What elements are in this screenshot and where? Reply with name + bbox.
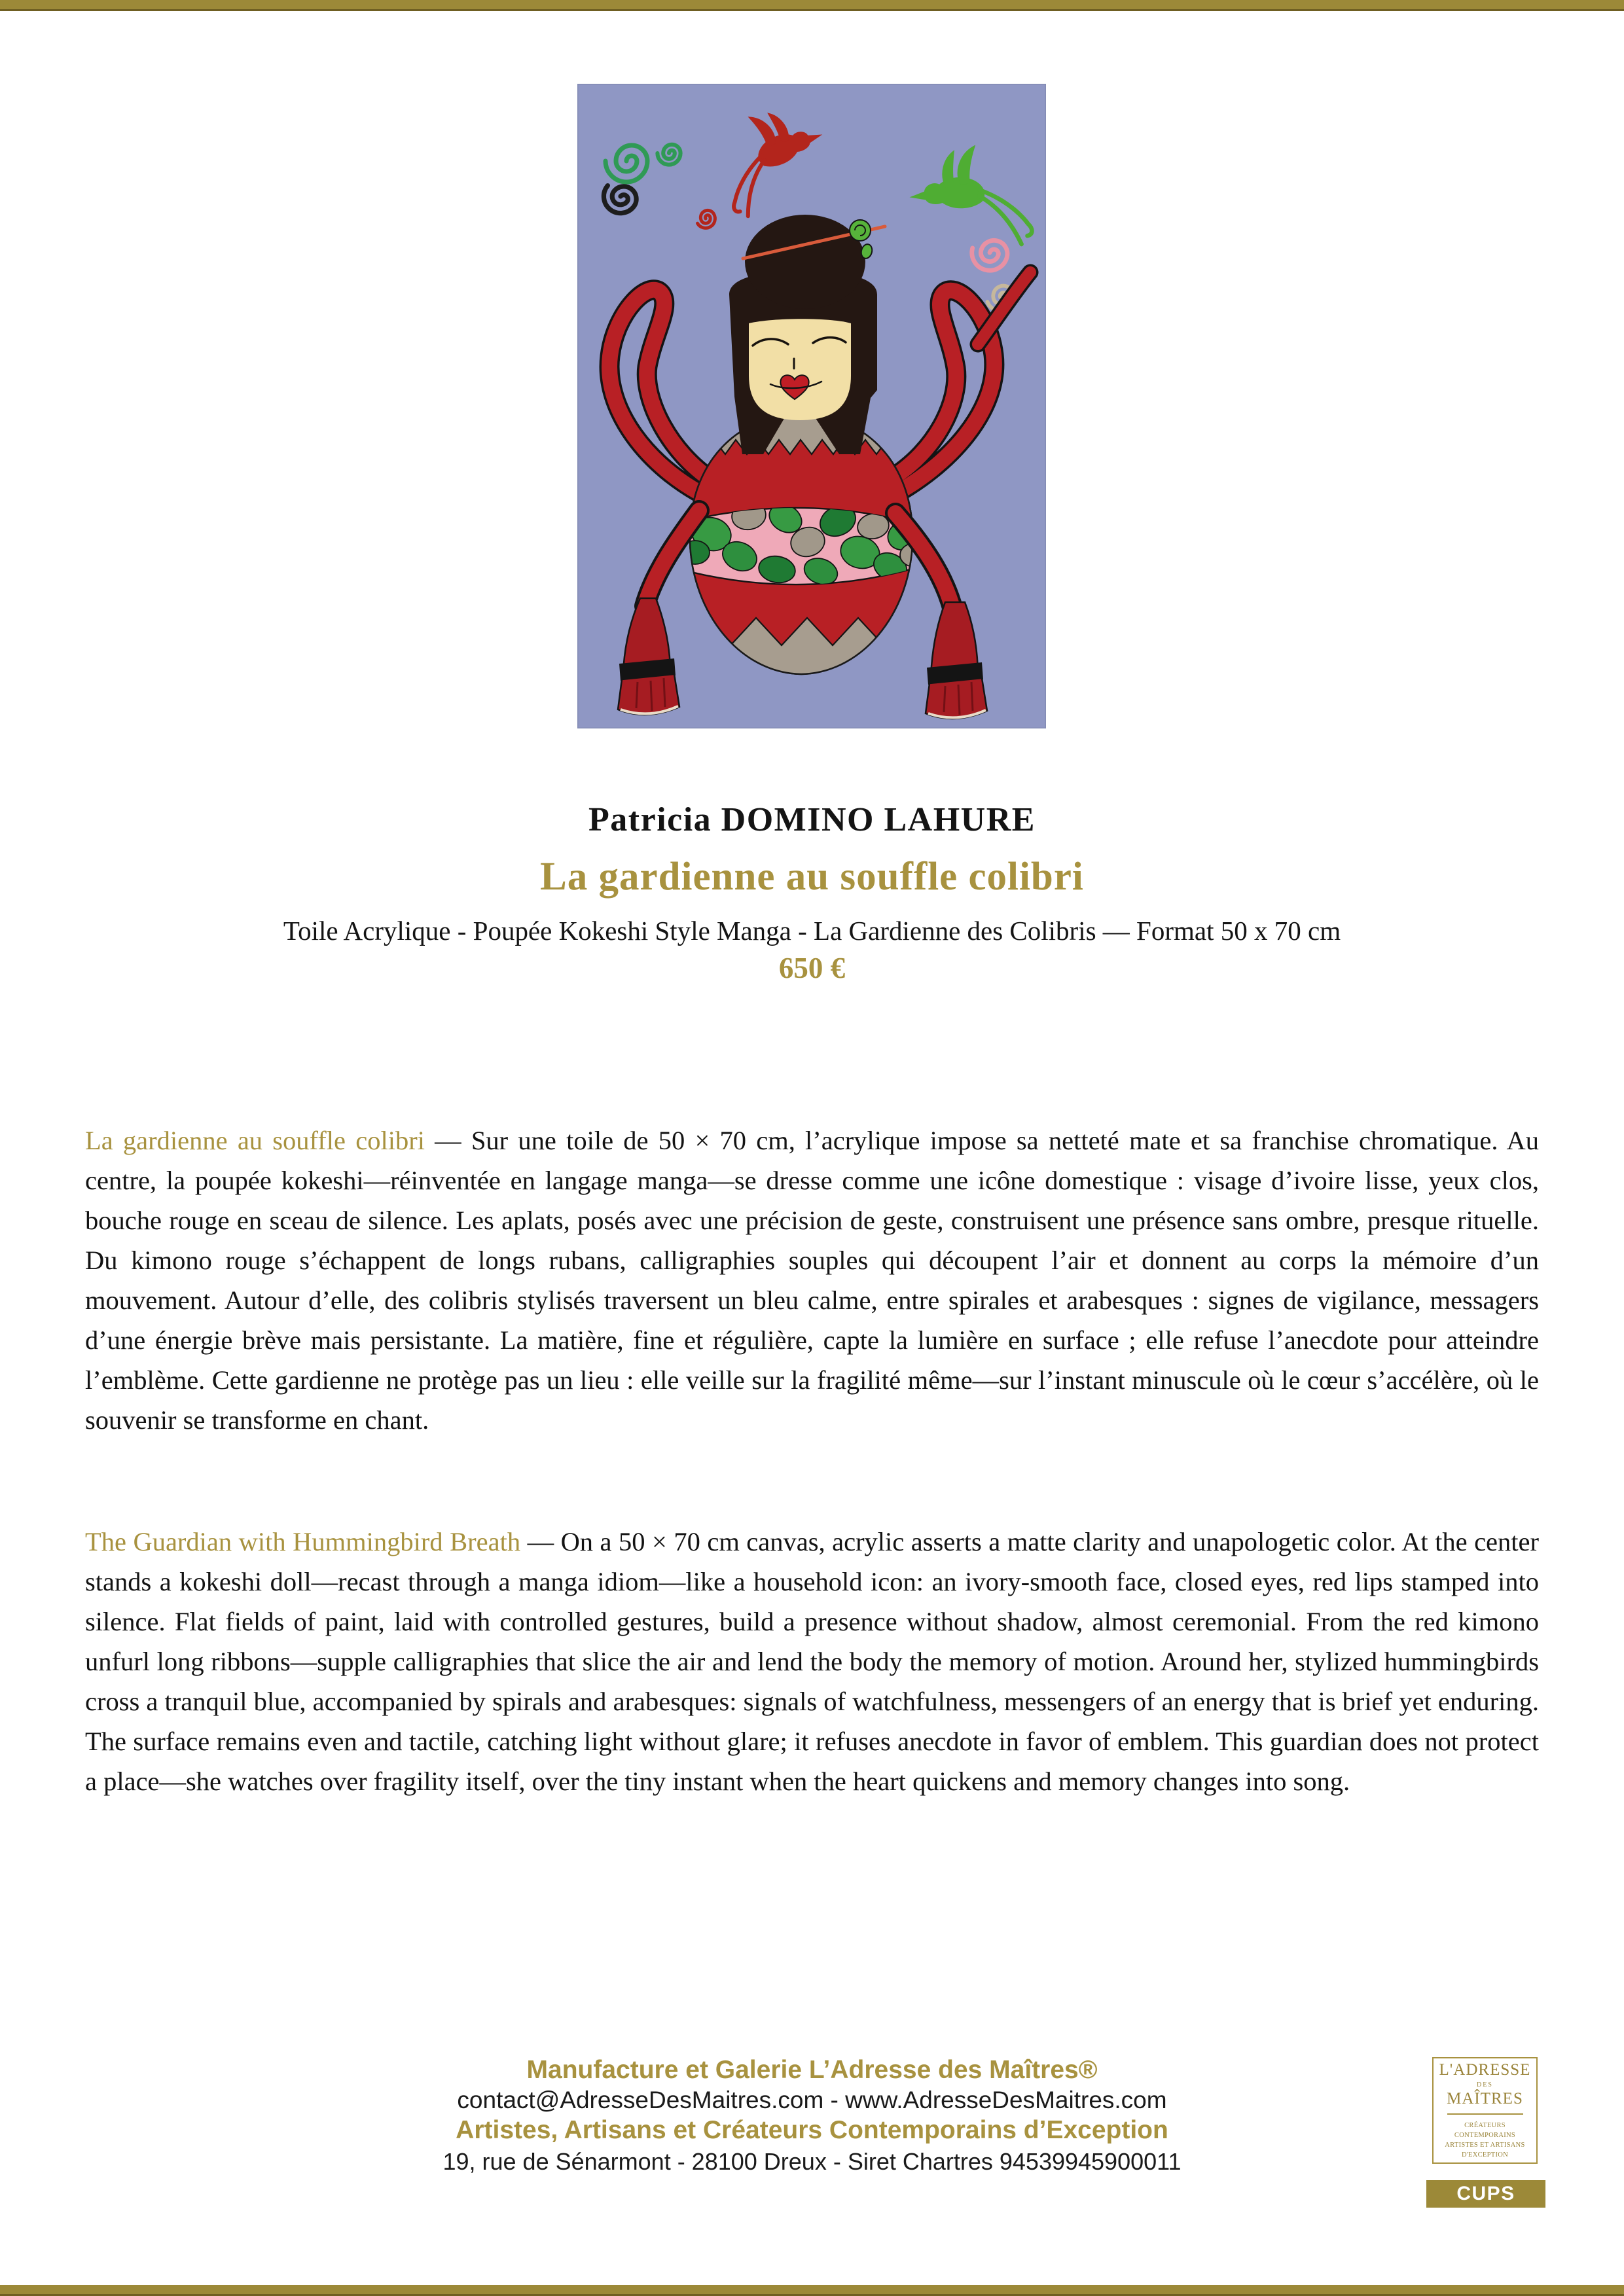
artist-name: Patricia DOMINO LAHURE <box>588 801 1036 838</box>
logo-line-adresse: L'ADRESSE <box>1439 2060 1531 2079</box>
artwork-title: La gardienne au souffle colibri <box>540 855 1084 899</box>
footer-address-siret: 19, rue de Sénarmont - 28100 Dreux - Siret Chartres 94539945900011 <box>442 2148 1182 2175</box>
logo-line-des: DES <box>1477 2081 1493 2089</box>
footer-gallery-name: Manufacture et Galerie L’Adresse des Maîtres® <box>526 2056 1098 2084</box>
gallery-logo <box>1432 2057 1538 2164</box>
top-gold-bar <box>0 0 1624 11</box>
kokeshi-painting-svg <box>577 84 1046 728</box>
footer-contact-line: contact@AdresseDesMaitres.com - www.AdresseDesMaitres.com <box>457 2087 1167 2113</box>
description-french-lead: La gardienne au souffle colibri <box>85 1126 425 1155</box>
logo-line-maitres: MAÎTRES <box>1447 2089 1523 2108</box>
description-english-lead: The Guardian with Hummingbird Breath <box>85 1527 521 1556</box>
logo-line-artistes: ARTISTES ET ARTISANS <box>1445 2142 1525 2149</box>
artwork-image <box>577 84 1046 728</box>
cups-badge: CUPS <box>1426 2180 1545 2208</box>
description-french <box>85 1121 1539 1440</box>
description-english-body: — On a 50 × 70 cm canvas, acrylic asserts a matte clarity and unapologetic color. At the center stands a kokeshi doll—recast through a manga idiom—like a household icon: an ivory-smooth face, closed eyes, red lips stamped into silence. Flat fields of paint, laid with controlled gestures, build a presence without shadow, almost ceremonial. From the red kimono unfurl long ribbons—supple calligraphies that slice the air and lend the body the memory of motion. Around her, stylized hummingbirds cross a tranquil blue, accompanied by spirals and arabesques: signals of watchfulness, messengers of an energy that is brief yet enduring. The surface remains even and tactile, catching light without glare; it refuses anecdote in favor of emblem. This guardian does not protect a place—she watches over fragility itself, over the tiny instant when the heart quickens and memory changes into song. <box>85 1527 1539 1796</box>
description-french-body: — Sur une toile de 50 × 70 cm, l’acrylique impose sa netteté mate et sa franchise chromatique. Au centre, la poupée kokeshi—réinventée en langage manga—se dresse comme une icône domestique : visage d’ivoire lisse, yeux clos, bouche rouge en sceau de silence. Les aplats, posés avec une précision de geste, construisent une présence sans ombre, presque rituelle. Du kimono rouge s’échappent de longs rubans, calligraphies souples qui découpent l’air et donnent au corps la mémoire d’un mouvement. Autour d’elle, des colibris stylisés traversent un bleu calme, entre spirales et arabesques : signes de vigilance, messagers d’une énergie brève mais persistante. La matière, fine et régulière, capte la lumière en surface ; elle refuse l’anecdote pour atteindre l’emblème. Cette gardienne ne protège pas un lieu : elle veille sur la fragilité même—sur l’instant minuscule où le cœur s’accélère, où le souvenir se transforme en chant. <box>85 1126 1540 1435</box>
description-english <box>85 1522 1539 1801</box>
artwork-price: 650 € <box>778 952 846 984</box>
bottom-gold-bar <box>0 2285 1624 2296</box>
logo-line-createurs: CRÉATEURS CONTEMPORAINS <box>1454 2122 1516 2140</box>
logo-line-exception: D'EXCEPTION <box>1461 2151 1509 2159</box>
footer-tagline: Artistes, Artisans et Créateurs Contemporains d’Exception <box>456 2116 1168 2144</box>
logo-divider <box>1447 2113 1523 2115</box>
artwork-subtitle: Toile Acrylique - Poupée Kokeshi Style Manga - La Gardienne des Colibris — Format 50 x 70 cm <box>283 916 1341 946</box>
